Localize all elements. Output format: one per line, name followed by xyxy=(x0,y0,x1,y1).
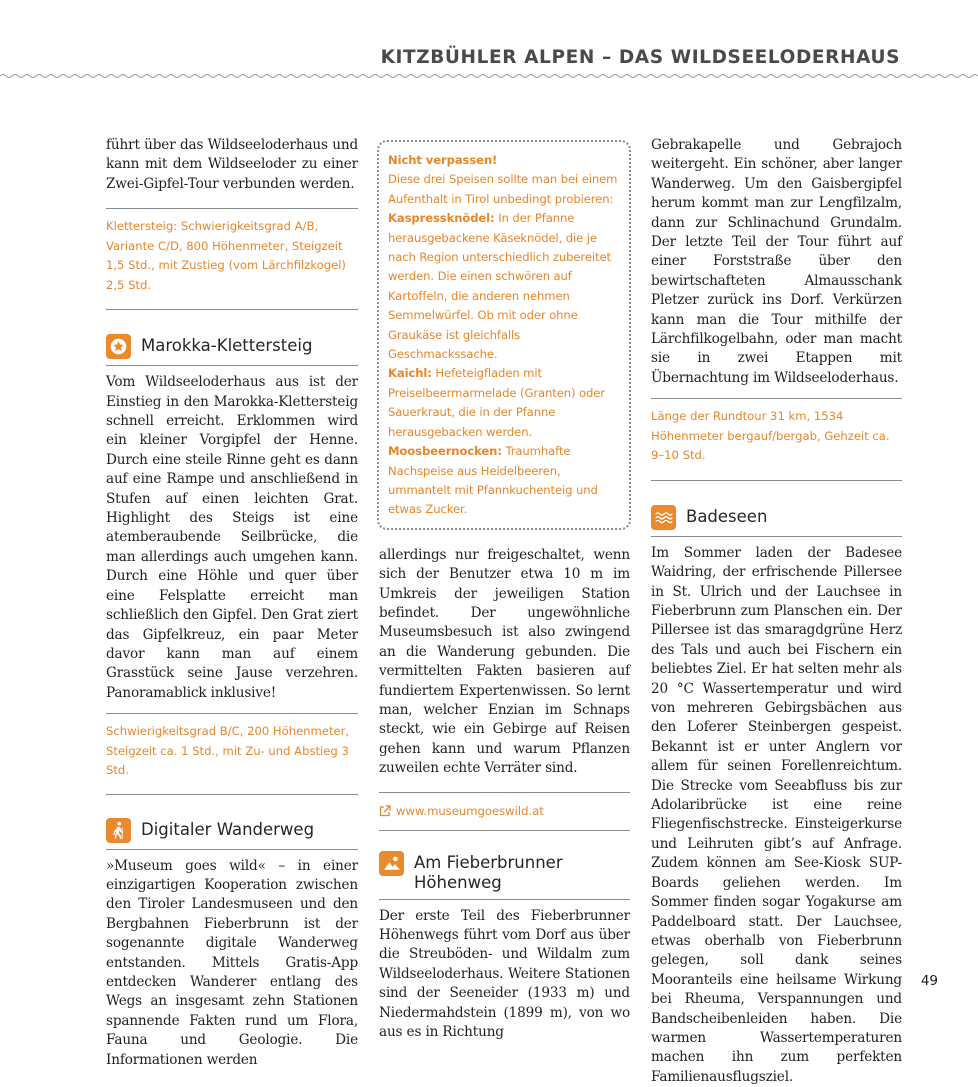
divider xyxy=(106,849,358,850)
mountain-sun-icon xyxy=(379,851,404,876)
section-text-digital: »Museum goes wild« – in einer einzigartigen Kooperation zwischen den Tiroler Landesmuseen und den Bergbahnen Fieberbrunn ist der sogenannte digitale Wanderweg entstanden. Mittels Gratis-App entdecken Wanderer entlang des Wegs an insgesamt zehn Stationen spannende Fakten rund um Flora, Fauna und Geologie. Die Informationen werden xyxy=(106,857,358,1068)
section-title-hoehenweg: Am Fieberbrunner Höhenweg xyxy=(414,852,563,892)
section-title-digital: Digitaler Wanderweg xyxy=(141,819,315,839)
divider xyxy=(106,208,358,209)
divider xyxy=(651,398,902,399)
section-info-marokka: Schwierigkeitsgrad B/C, 200 Höhenmeter, Steigzeit ca. 1 Std., mit Zu- und Abstieg 3 Std. xyxy=(106,724,350,778)
waves-icon xyxy=(651,505,676,530)
external-link-icon xyxy=(379,805,391,817)
divider xyxy=(651,536,902,537)
section-title-badeseen: Badeseen xyxy=(686,506,768,526)
col3-continued-text: Gebrakapelle und Gebrajoch weitergeht. Ein schöner, aber langer Wanderweg. Um den Gaisbergipfel herum kommt man zur Lengfilzalm, dann zur Schlinachund Grundalm. Der letzte Teil der Tour führt auf einer Forststraße über den bewirtschafteten Almausschank Pletzer zurück ins Dorf. Verkürzen kann man die Tour mithilfe der Lärchfilkogelbahn, oder man macht sie in zwei Etappen mit Übernachtung im Wildseeloderhaus. xyxy=(651,137,902,386)
section-heading-badeseen xyxy=(651,505,902,530)
col1-intro-text: führt über das Wildseeloderhaus und kann mit dem Wildseeloder zu einer Zwei-Gipfel-Tour verbunden werden. xyxy=(106,137,358,192)
section-text-hoehenweg: Der erste Teil des Fieberbrunner Höhenwegs führt vom Dorf aus über die Streuböden- und Wildalm zum Wildseeloderhaus. Weitere Stationen sind der Seeneider (1933 m) und Niedermahdstein (1899 m), von wo aus es in Richtung xyxy=(379,907,630,1041)
header-wave-divider xyxy=(0,72,978,80)
divider xyxy=(106,309,358,310)
section-heading-hoehenweg xyxy=(379,851,630,893)
tip-box-item: Kaspressknödel: In der Pfanne herausgebackene Käseknödel, die je nach Region unterschiedlich zubereitet werden. Die einen schwören auf Kartoffeln, die anderen nehmen Semmelwürfel. Ob mit oder ohne Graukäse ist gleichfalls Geschmackssache. xyxy=(388,211,611,362)
section-title-marokka: Marokka-Klettersteig xyxy=(141,336,313,356)
column-right xyxy=(651,136,902,1087)
museum-link-text[interactable]: www.museumgoeswild.at xyxy=(396,803,544,818)
tip-box-item: Kaichl: Hefeteigfladen mit Preiselbeermarmelade (Granten) oder Sauerkraut, die in der Pfanne herausgebacken werden. xyxy=(388,366,605,439)
hiker-icon xyxy=(106,818,131,843)
museum-link[interactable] xyxy=(379,804,630,818)
column-left xyxy=(106,136,358,1070)
divider xyxy=(651,480,902,481)
column-middle xyxy=(379,140,630,1042)
page-number: 49 xyxy=(920,973,938,989)
tip-box-nicht-verpassen xyxy=(377,140,631,530)
tip-box-item: Moosbeernocken: Traumhafte Nachspeise aus Heidelbeeren, ummantelt mit Pfannkuchenteig und etwas Zucker. xyxy=(388,444,598,517)
tip-box-intro: Diese drei Speisen sollte man bei einem Aufenthalt in Tirol unbedingt probieren: xyxy=(388,172,618,206)
col2-continued-text: allerdings nur freigeschaltet, wenn sich der Benutzer etwa 10 m im Umkreis der jeweiligen Station befindet. Der ungewöhnliche Museumsbesuch ist also zwingend an die Wanderung gebunden. Die vermittelten Fakten basieren auf fundiertem Expertenwissen. So lernt man, welcher Enzian im Schnaps steckt, wie ein Gebirge auf Reisen gehen kann und warum Pflanzen zuweilen echte Verräter sind. xyxy=(379,546,630,777)
section-heading-marokka xyxy=(106,334,358,359)
divider xyxy=(379,830,630,831)
divider xyxy=(106,365,358,366)
col3-info-rundtour: Länge der Rundtour 31 km, 1534 Höhenmeter bergauf/bergab, Gehzeit ca. 9–10 Std. xyxy=(651,409,890,463)
col1-info-klettersteig: Klettersteig: Schwierigkeitsgrad A/B, Variante C/D, 800 Höhenmeter, Steigzeit 1,5 Std., mit Zustieg (vom Lärchfilzkogel) 2,5 Std. xyxy=(106,219,346,292)
page-header-title: KITZBÜHLER ALPEN – DAS WILDSEELODERHAUS xyxy=(380,47,900,68)
divider xyxy=(379,792,630,793)
section-text-marokka: Vom Wildseeloderhaus aus ist der Einstieg in den Marokka-Klettersteig schnell erreicht. Erklommen wird ein kleiner Vorgipfel der Henne. Durch eine steile Rinne geht es dann auf eine Rampe und anschließend in Stufen auf einen leichten Grat. Highlight des Steigs ist eine atemberaubende Seilbrücke, die man allerdings auch umgehen kann. Durch eine Höhle und quer über eine Felsplatte erreicht man schließlich den Gipfel. Den Grat ziert das Gipfelkreuz, ein paar Meter davor kann man auf einem Grasstück seine Jause verzehren. Panoramablick inklusive! xyxy=(106,374,358,701)
star-icon xyxy=(106,334,131,359)
section-text-badeseen: Im Sommer laden der Badesee Waidring, der erfrischende Pillersee in St. Ulrich und der Lauchsee in Fieberbrunn zum Planschen ein. Der Pillersee ist das smaragdgrüne Herz des Tals und auch bei Fischern ein beliebtes Ziel. Er hat selten mehr als 20 °C Wassertemperatur und wird von mehreren Gebirgsbächen aus den Loferer Steinbergen gespeist. Bekannt ist er unter Anglern vor allem für seinen Forellenreichtum. Die Strecke vom Seeabfluss bis zur Adolaribrücke ist eine reine Fliegenfischstrecke. Einsteigerkurse und Leihruten gibt’s auf Anfrage. Zudem können am See-Kiosk SUP-Boards geliehen werden. Im Sommer finden sogar Yogakurse am Paddelboard statt. Der Lauchsee, etwas oberhalb von Fieberbrunn gelegen, soll dank seines Mooranteils eine heilsame Wirkung bei Rheuma, Verspannungen und Bandscheibenleiden haben. Die warmen Wassertemperaturen machen ihn zum perfekten Familienausflugsziel. xyxy=(651,544,902,1085)
divider xyxy=(106,713,358,714)
divider xyxy=(379,899,630,900)
tip-box-title: Nicht verpassen! xyxy=(388,153,498,167)
divider xyxy=(106,794,358,795)
section-heading-digital xyxy=(106,818,358,843)
